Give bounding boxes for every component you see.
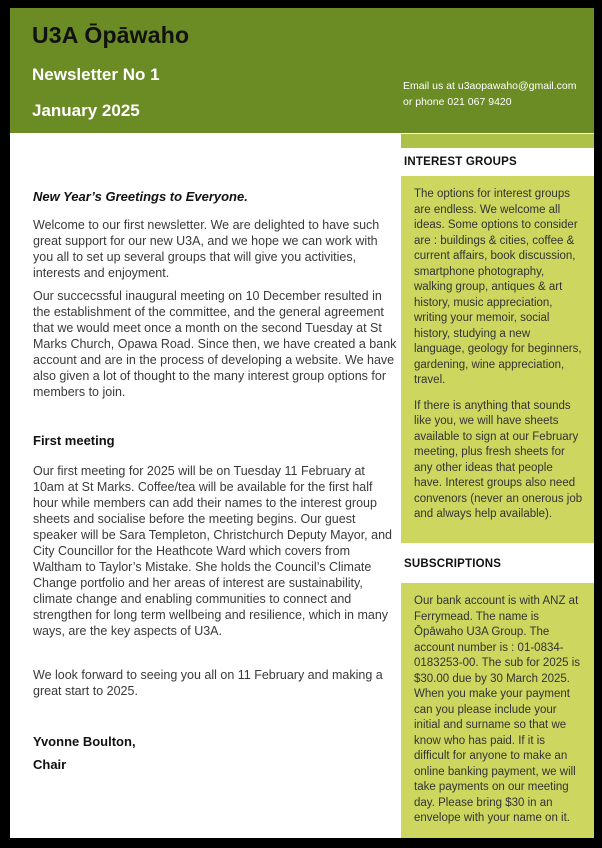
subscriptions-paragraph-1: Our bank account is with ANZ at Ferrymead. The name is Ōpāwaho U3A Group. The account number is : 01-0834-0183253-00. The sub for 2025 is $30.00 due by 30 March 2025. When you make your payment can you please include your initial and surname so that we know who has paid. If it is difficult for anyone to make an online banking payment, we will take payments on our meeting day. Please bring $30 in an envelope with your name on it. <box>414 595 581 824</box>
interest-groups-paragraph-1: The options for interest groups are endless. We welcome all ideas. Some options to consider are : buildings & cities, coffee & current affairs, book discussion, smartphone photography, walking group, antiques & art history, music appreciation, writing your memoir, social history, studying a new language, geology for beginners, gardening, wine appreciation, travel. <box>414 188 582 386</box>
interest-groups-panel <box>401 176 594 543</box>
greeting-heading: New Year’s Greetings to Everyone. <box>33 189 248 204</box>
subscriptions-heading: SUBSCRIPTIONS <box>404 558 502 570</box>
first-meeting-paragraph: Our first meeting for 2025 will be on Tuesday 11 February at 10am at St Marks. Coffee/tea will be available for the first half hour while members can add their names to the interest group sheets and socialise before the meeting begins. Our guest speaker will be Sara Templeton, Christchurch Deputy Mayor, and City Councillor for the Heathcote Ward which covers from Waltham to Taylor’s Mistake. She holds the Council’s Climate Change portfolio and her areas of interest are sustainability, climate change and enabling communities to connect and strengthen for long term wellbeing and resilience, which in many ways, are the key aspects of U3A. <box>33 464 392 638</box>
subscriptions-panel <box>401 583 594 838</box>
intro-paragraph-2: Our succecssful inaugural meeting on 10 December resulted in the establishment of the committee, and the general agreement that we would meet once a month on the second Tuesday at St Marks Church, Opawa Road. Since then, we have created a bank account and are in the process of developing a website. We have also given a lot of thought to the many interest group options for members to join. <box>33 289 397 399</box>
signature-role: Chair <box>33 757 67 772</box>
interest-groups-heading: INTEREST GROUPS <box>404 156 517 168</box>
contact-email: Email us at u3aopawaho@gmail.com <box>403 80 577 92</box>
sidebar-accent-strip <box>401 134 594 148</box>
newsletter-number: Newsletter No 1 <box>32 65 160 84</box>
org-title: U3A Ōpāwaho <box>32 22 190 48</box>
interest-groups-paragraph-2: If there is anything that sounds like you, we will have sheets available to sign at our February meeting, plus fresh sheets for any other ideas that people have. Interest groups also need convenors (never an onerous job and always help available). <box>414 399 583 520</box>
contact-info <box>403 78 577 110</box>
closing-paragraph: We look forward to seeing you all on 11 February and making a great start to 2025. <box>33 668 383 698</box>
intro-paragraph-1: Welcome to our first newsletter. We are delighted to have such great support for our new U3A, and we hope we can work with you all to set up several groups that will give you activities, interests and enjoyment. <box>33 218 380 280</box>
newsletter-paper <box>10 8 594 838</box>
first-meeting-heading: First meeting <box>33 433 115 448</box>
signature-name: Yvonne Boulton, <box>33 734 136 749</box>
contact-phone: or phone 021 067 9420 <box>403 96 512 108</box>
issue-date: January 2025 <box>32 101 140 120</box>
masthead-banner <box>10 8 594 133</box>
